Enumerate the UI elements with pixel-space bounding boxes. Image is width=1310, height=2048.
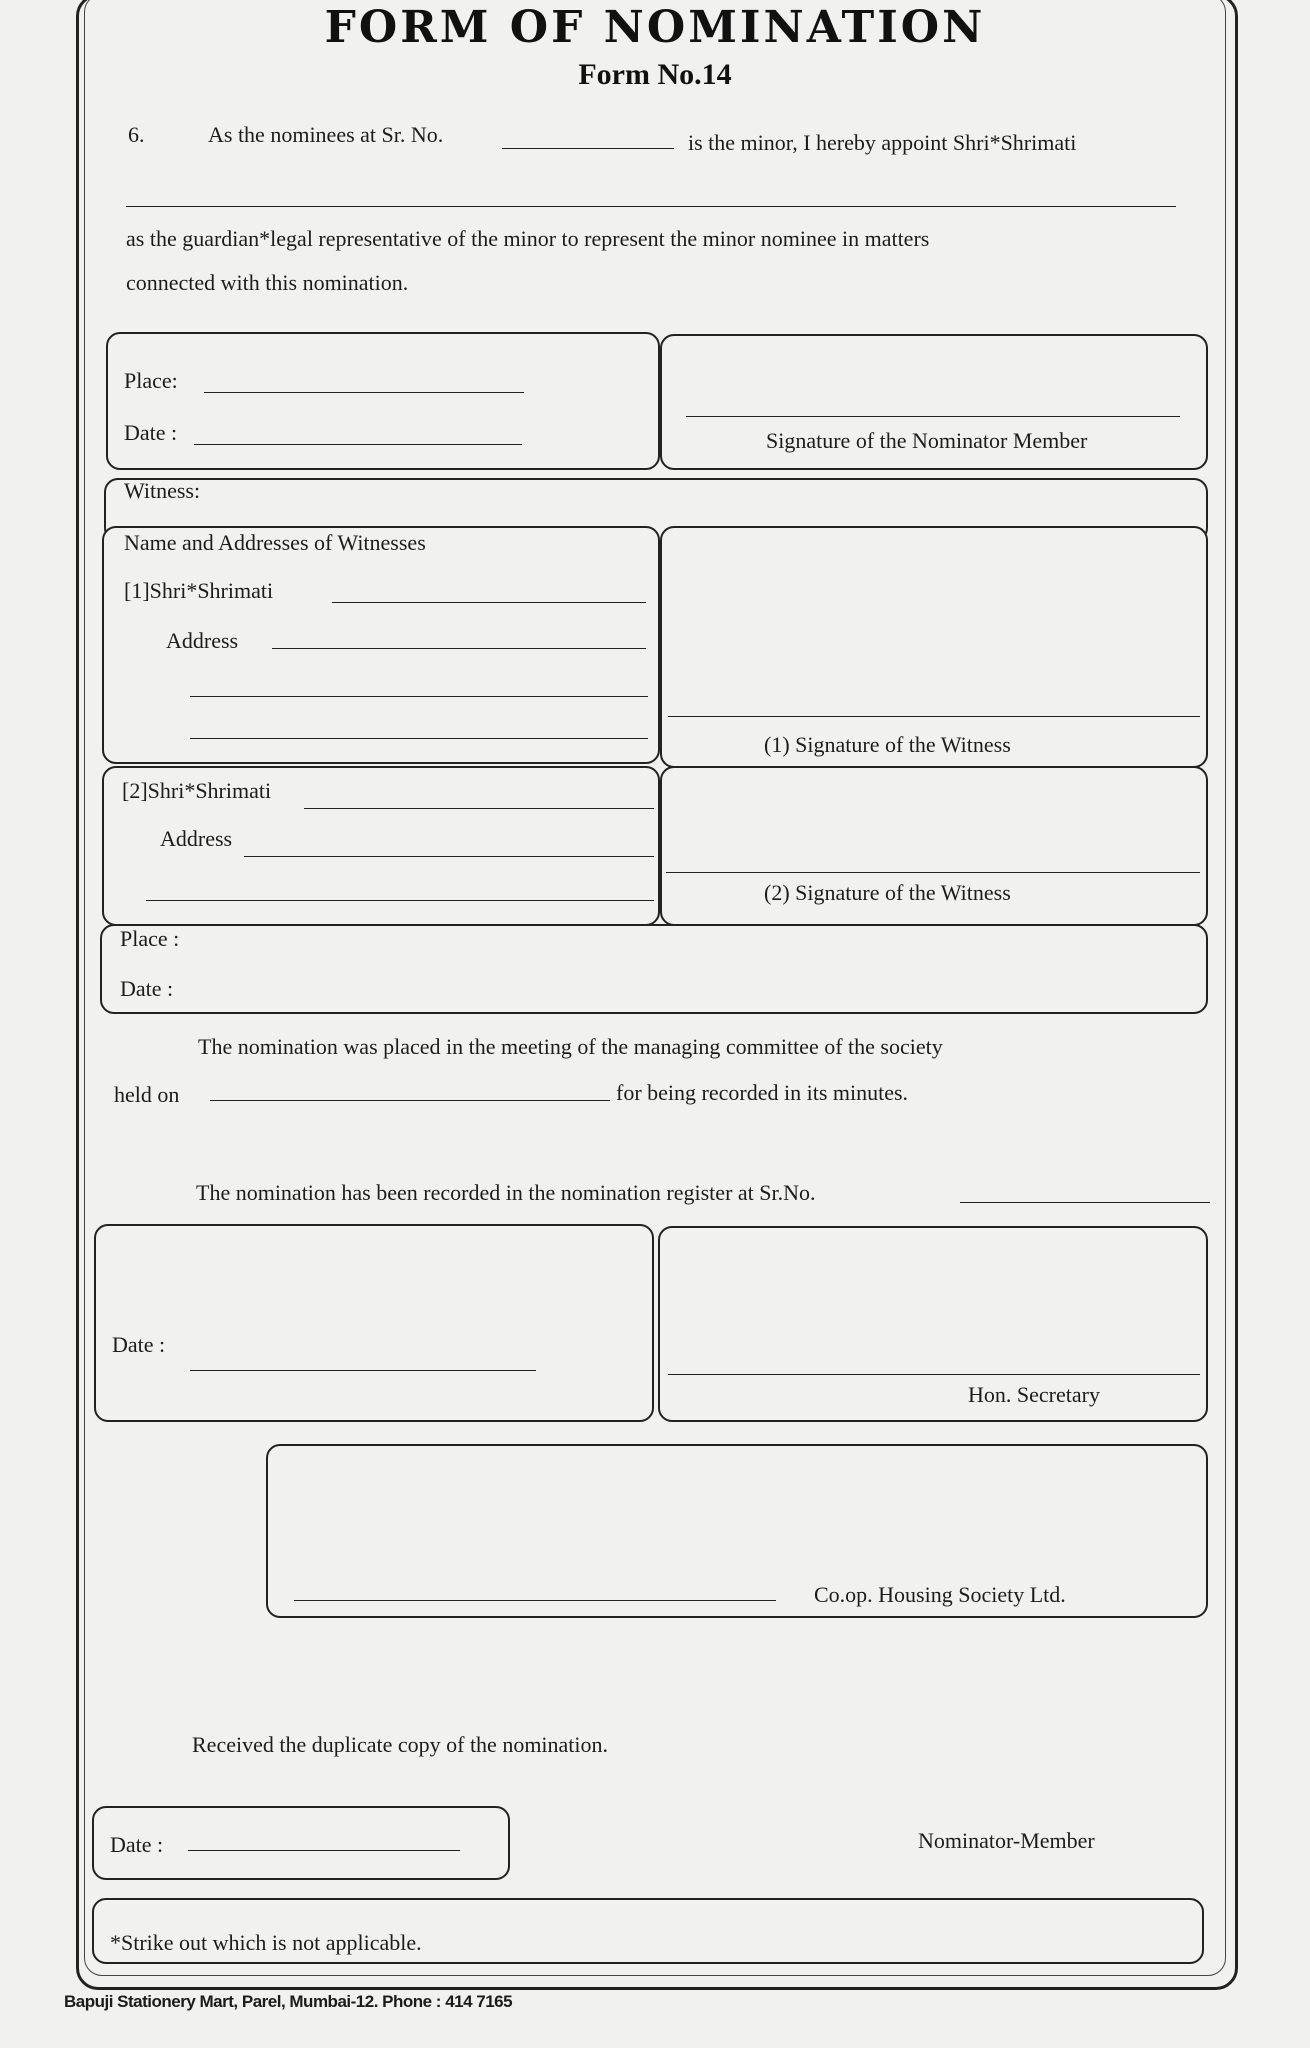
clause-number: 6. [128,122,145,147]
form-subtitle: Form No.14 [578,58,732,91]
guardian-name-line[interactable] [126,206,1176,207]
witness-names-heading: Name and Addresses of Witnesses [124,530,426,555]
society-label: Co.op. Housing Society Ltd. [814,1582,1066,1607]
secretary-signature-box [658,1226,1208,1422]
register-text: The nomination has been recorded in the nomination register at Sr.No. [196,1180,816,1205]
witness-place-label: Place : [120,926,180,951]
clause-text-1b: is the minor, I hereby appoint Shri*Shrimati [688,130,1077,155]
witness1-address-line-3[interactable] [190,738,648,739]
witness1-signature-line[interactable] [668,716,1200,717]
witness1-address-line-1[interactable] [272,648,646,649]
secretary-date-line[interactable] [190,1370,536,1371]
footer-imprint: Bapuji Stationery Mart, Parel, Mumbai-12. Phone : 414 7165 [64,1992,513,2011]
date-line[interactable] [194,444,522,445]
witness1-name-line[interactable] [332,602,646,603]
witness-heading: Witness: [124,478,201,503]
witness1-address-label: Address [166,628,239,653]
witness2-address-line-1[interactable] [244,856,654,857]
society-name-line[interactable] [294,1600,776,1601]
witness2-address-line-2[interactable] [146,900,654,901]
witness2-name-label: [2]Shri*Shrimati [122,778,272,803]
register-sr-no-line[interactable] [960,1202,1210,1203]
secretary-date-label: Date : [112,1332,166,1357]
committee-text-1: The nomination was placed in the meeting of the managing committee of the society [198,1034,943,1059]
society-box [266,1444,1208,1618]
witness1-address-line-2[interactable] [190,696,648,697]
witness1-name-label: [1]Shri*Shrimati [124,578,274,603]
witness-date-label: Date : [120,976,174,1001]
witness1-signature-label: (1) Signature of the Witness [764,732,1011,757]
witness2-address-label: Address [160,826,233,851]
receipt-date-label: Date : [110,1832,164,1857]
secretary-date-box [94,1224,654,1422]
receipt-text: Received the duplicate copy of the nomination. [192,1732,609,1757]
nominator-member-label: Nominator-Member [918,1828,1095,1853]
witness2-name-line[interactable] [304,808,654,809]
nominator-signature-label: Signature of the Nominator Member [766,428,1088,453]
witness2-signature-label: (2) Signature of the Witness [764,880,1011,905]
witness-place-date-box [100,924,1208,1014]
nominator-place-date-box [106,332,660,470]
receipt-date-line[interactable] [188,1850,460,1851]
sr-no-line[interactable] [502,148,674,149]
clause-text-2: as the guardian*legal representative of the minor to represent the minor nominee in matters [126,226,930,251]
place-line[interactable] [204,392,524,393]
form-title: FORM OF NOMINATION [324,2,986,53]
place-label: Place: [124,368,178,393]
held-on-label: held on [114,1082,180,1107]
clause-text-3: connected with this nomination. [126,270,409,295]
secretary-signature-label: Hon. Secretary [968,1382,1100,1407]
strike-out-note: *Strike out which is not applicable. [110,1930,422,1955]
witness2-signature-line[interactable] [666,872,1200,873]
held-on-line[interactable] [210,1100,610,1101]
secretary-signature-line[interactable] [668,1374,1200,1375]
date-label: Date : [124,420,178,445]
nominator-signature-line[interactable] [686,416,1180,417]
committee-text-2: for being recorded in its minutes. [616,1080,909,1105]
clause-text-1a: As the nominees at Sr. No. [208,122,444,147]
